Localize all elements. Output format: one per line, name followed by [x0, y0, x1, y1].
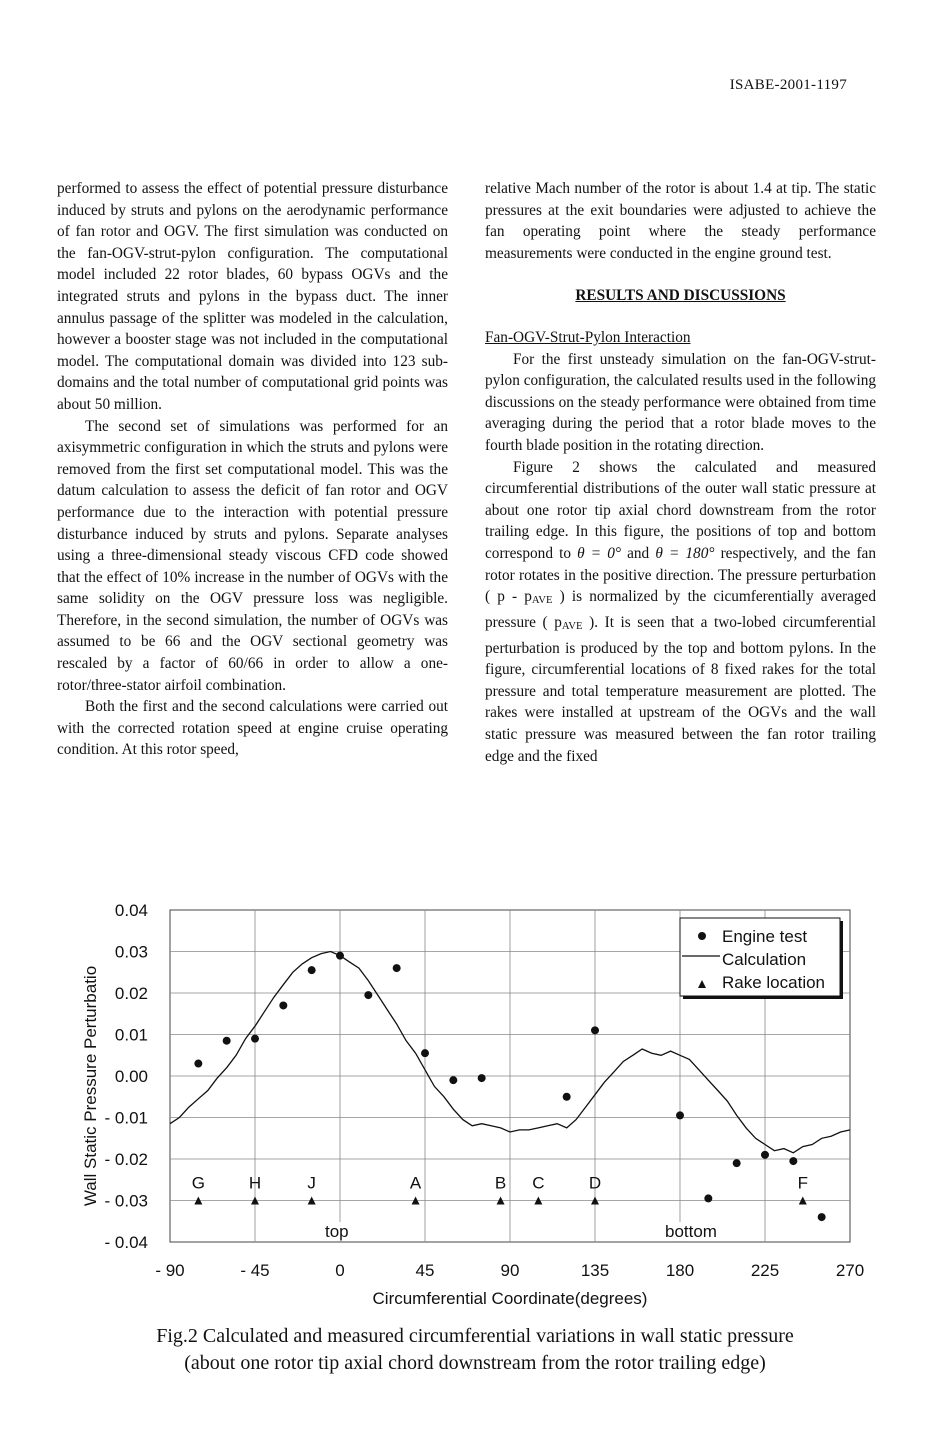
engine-test-point: [563, 1093, 571, 1101]
x-tick-label: 45: [415, 1261, 435, 1280]
marker-label: bottom: [665, 1222, 717, 1241]
y-axis-title: Wall Static Pressure Perturbatio: [81, 965, 100, 1207]
engine-test-point: [421, 1049, 429, 1057]
engine-test-point: [393, 964, 401, 972]
pressure-chart: [60, 890, 880, 1310]
engine-test-point: [449, 1076, 457, 1084]
x-tick-label: - 90: [155, 1261, 185, 1280]
x-tick-label: 270: [835, 1261, 865, 1280]
right-column: [485, 178, 876, 767]
y-tick-label: - 0.02: [104, 1150, 148, 1169]
subscript-ave: AVE: [561, 619, 583, 632]
y-tick-label: - 0.04: [104, 1233, 148, 1252]
math-theta-180: θ = 180°: [655, 544, 715, 562]
rake-label: J: [307, 1173, 316, 1193]
text-run: ). It is seen that a two-lobed circumferential perturbation is produced by the top and bottom pylons. In the figure, circumferential locations of 8 fixed rakes for the total pressure and total temperature measurement are plotted. The rakes were installed at upstream of the OGVs and the wall static pressure was measured between the fan rotor trailing edge and the fixed: [485, 613, 876, 765]
engine-test-point: [591, 1026, 599, 1034]
figure-caption: [0, 1323, 950, 1377]
rake-label: C: [532, 1173, 545, 1193]
x-tick-label: 135: [580, 1261, 610, 1280]
engine-test-point: [478, 1074, 486, 1082]
engine-test-point: [251, 1035, 259, 1043]
engine-test-point: [704, 1194, 712, 1202]
y-tick-label: - 0.03: [104, 1191, 148, 1211]
paragraph: performed to assess the effect of potential pressure disturbance induced by struts and pylons on the aerodynamic performance of fan rotor and OGV. The first simulation was conducted on the fan-OGV-strut-pylon configuration. The computational model included 22 rotor blades, 60 bypass OGVs and the integrated struts and pylons in the bypass duct. The inner annulus passage of the splitter was modeled in the calculation, however a booster stage was not included in the computational model. The computational domain was divided into 123 sub-domains and the total number of computational grid points was about 50 million.: [57, 180, 448, 413]
subsection-heading: Fan-OGV-Strut-Pylon Interaction: [485, 328, 691, 346]
engine-test-point: [336, 952, 344, 960]
rake-label: B: [494, 1173, 507, 1193]
paragraph: For the first unsteady simulation on the fan-OGV-strut-pylon configuration, the calculated results used in the following discussions on the steady performance were obtained from time averaging during the period that a rotor blade moves to the fourth blade position in the rotating direction.: [485, 350, 876, 454]
paragraph: Both the first and the second calculations were carried out with the corrected rotation speed at engine cruise operating condition. At this rotor speed,: [57, 698, 448, 759]
figure-2: [60, 890, 880, 1310]
math-theta-0: θ = 0°: [577, 544, 621, 562]
engine-test-point: [308, 966, 316, 974]
engine-test-point: [818, 1213, 826, 1221]
x-tick-label: 225: [750, 1261, 780, 1280]
x-axis-title: Circumferential Coordinate(degrees): [372, 1289, 648, 1308]
engine-test-point: [279, 1001, 287, 1009]
engine-test-point: [676, 1111, 684, 1119]
rake-label: A: [409, 1173, 422, 1193]
engine-test-point: [223, 1037, 231, 1045]
legend-label: Engine test: [722, 927, 808, 946]
legend-dot: [698, 932, 706, 940]
engine-test-point: [194, 1060, 202, 1068]
text-run: Figure 2 shows the calculated and measured circumferential distributions of the outer wall static pressure at about one rotor tip axial chord downstream from the rotor trailing edge. In this figure, the positions of top and bottom correspond to: [485, 458, 876, 562]
caption-line-1: Fig.2 Calculated and measured circumferential variations in wall static pressure: [156, 1325, 794, 1347]
marker-label: top: [325, 1222, 349, 1241]
y-tick-label: 0.00: [114, 1067, 148, 1086]
y-tick-label: 0.04: [114, 901, 148, 920]
engine-test-point: [733, 1159, 741, 1167]
engine-test-point: [789, 1157, 797, 1165]
legend-label: Calculation: [722, 950, 807, 969]
paragraph: The second set of simulations was performed for an axisymmetric configuration in which the struts and pylons were removed from the first set computational model. This was the datum calculation to assess the deficit of fan rotor and OGV performance due to the interaction with potential pressure disturbance induced by struts and pylons. Separate analyses using a three-dimensional steady viscous CFD code showed that the effect of 10% increase in the number of OGVs with the same solidity on the OGV pressure loss was negligible. Therefore, in the second simulation, the number of OGVs was assumed to be 66 and the OGV sectional geometry was rescaled by a factor of 60/66 in order to allow a one-rotor/three-stator airfoil combination.: [57, 417, 448, 694]
rake-label: H: [248, 1173, 262, 1193]
y-tick-label: - 0.01: [104, 1108, 148, 1128]
text-run: ) is normalized by the cicumferentially averaged pressure ( p: [485, 588, 876, 631]
rake-label: G: [191, 1173, 205, 1193]
text-run: respectively, and the fan rotor rotates in the positive direction. The pressure perturbation ( p - p: [485, 544, 876, 606]
rake-label: D: [588, 1173, 602, 1193]
engine-test-point: [761, 1151, 769, 1159]
x-tick-label: - 45: [240, 1261, 270, 1280]
y-tick-label: 0.03: [114, 942, 148, 962]
subscript-ave: AVE: [531, 594, 553, 607]
paper-id: ISABE-2001-1197: [729, 77, 847, 93]
paragraph: relative Mach number of the rotor is about 1.4 at tip. The static pressures at the exit boundaries were adjusted to achieve the fan operating point where the steady performance measurements were conducted in the engine ground test.: [485, 180, 876, 262]
x-tick-label: 180: [665, 1261, 695, 1280]
engine-test-point: [364, 991, 372, 999]
y-tick-label: 0.01: [114, 1025, 148, 1045]
x-tick-label: 0: [335, 1261, 345, 1280]
rake-label: F: [797, 1173, 808, 1193]
paragraph: [485, 457, 876, 768]
text-run: and: [620, 544, 656, 562]
x-tick-label: 90: [500, 1261, 520, 1280]
section-heading: RESULTS AND DISCUSSIONS: [575, 287, 786, 305]
left-column: [57, 178, 448, 761]
y-tick-label: 0.02: [114, 984, 148, 1003]
caption-line-2: (about one rotor tip axial chord downstream from the rotor trailing edge): [184, 1352, 766, 1374]
legend-label: Rake location: [722, 973, 826, 992]
